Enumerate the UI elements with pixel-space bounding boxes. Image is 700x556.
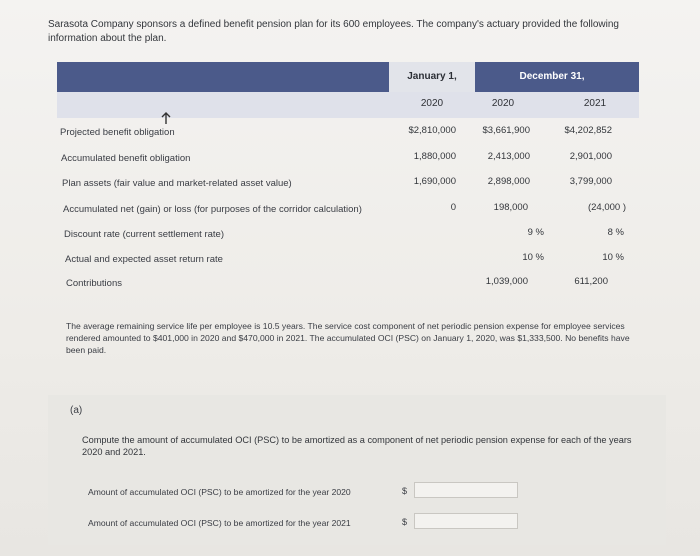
amortize-2021-input[interactable]	[414, 513, 518, 529]
cell-contrib-dec2021: 611,200	[574, 276, 608, 287]
mouse-cursor-icon	[161, 112, 171, 126]
year-dec-2021: 2021	[583, 98, 607, 109]
row-label-asset-return: Actual and expected asset return rate	[65, 254, 223, 265]
cell-return-dec2021: 10 %	[602, 252, 624, 263]
cell-return-dec2020: 10 %	[522, 252, 544, 263]
currency-symbol-2021: $	[402, 517, 408, 527]
intro-text: Sarasota Company sponsors a defined benefit pension plan for its 600 employees. The company's actuary provided the following information about the plan.	[48, 19, 619, 44]
cell-abo-jan2020: 1,880,000	[413, 151, 456, 162]
cell-assets-dec2020: 2,898,000	[487, 176, 530, 187]
cell-pbo-dec2020: $3,661,900	[482, 125, 530, 136]
cell-abo-dec2021: 2,901,000	[569, 151, 612, 162]
cell-pbo-jan2020: $2,810,000	[408, 125, 456, 136]
year-band	[57, 92, 639, 118]
part-a-label: (a)	[70, 405, 83, 416]
assumptions-note: The average remaining service life per employee is 10.5 years. The service cost component of net periodic pension expense for employee services rendered amounted to $401,000 in 2020 and $470,000 in 2021. The accumulated OCI (PSC) on January 1, 2020, was $1,333,500. No benefits have been paid.	[66, 321, 630, 355]
currency-symbol-2020: $	[402, 486, 408, 496]
amortize-2021-label: Amount of accumulated OCI (PSC) to be amortized for the year 2021	[88, 518, 351, 528]
amortize-2020-label: Amount of accumulated OCI (PSC) to be amortized for the year 2020	[88, 487, 351, 497]
cell-gainloss-dec2021: (24,000 )	[587, 202, 626, 213]
cell-discount-dec2020: 9 %	[527, 227, 544, 238]
cell-assets-jan2020: 1,690,000	[413, 176, 456, 187]
row-label-plan-assets: Plan assets (fair value and market-related asset value)	[62, 178, 292, 189]
part-a-question: Compute the amount of accumulated OCI (PSC) to be amortized as a component of net periodic pension expense for each of the years 2020 and 2021.	[82, 435, 632, 457]
header-january: January 1,	[389, 62, 475, 92]
row-label-pbo: Projected benefit obligation	[60, 127, 175, 138]
cell-pbo-dec2021: $4,202,852	[564, 125, 612, 136]
row-label-contributions: Contributions	[66, 278, 122, 289]
cell-abo-dec2020: 2,413,000	[487, 151, 530, 162]
cell-assets-dec2021: 3,799,000	[569, 176, 612, 187]
year-dec-2020: 2020	[491, 98, 515, 109]
row-label-discount-rate: Discount rate (current settlement rate)	[64, 229, 224, 240]
header-december: December 31,	[519, 71, 585, 82]
row-label-net-gain-loss: Accumulated net (gain) or loss (for purposes of the corridor calculation)	[63, 204, 362, 215]
cell-contrib-dec2020: 1,039,000	[485, 276, 528, 287]
cell-discount-dec2021: 8 %	[607, 227, 624, 238]
row-label-abo: Accumulated benefit obligation	[61, 153, 191, 164]
cell-gainloss-jan2020: 0	[450, 202, 456, 213]
table-header	[57, 62, 639, 118]
amortize-2020-input[interactable]	[414, 482, 518, 498]
cell-gainloss-dec2020: 198,000	[493, 202, 528, 213]
year-jan-2020: 2020	[420, 98, 444, 109]
